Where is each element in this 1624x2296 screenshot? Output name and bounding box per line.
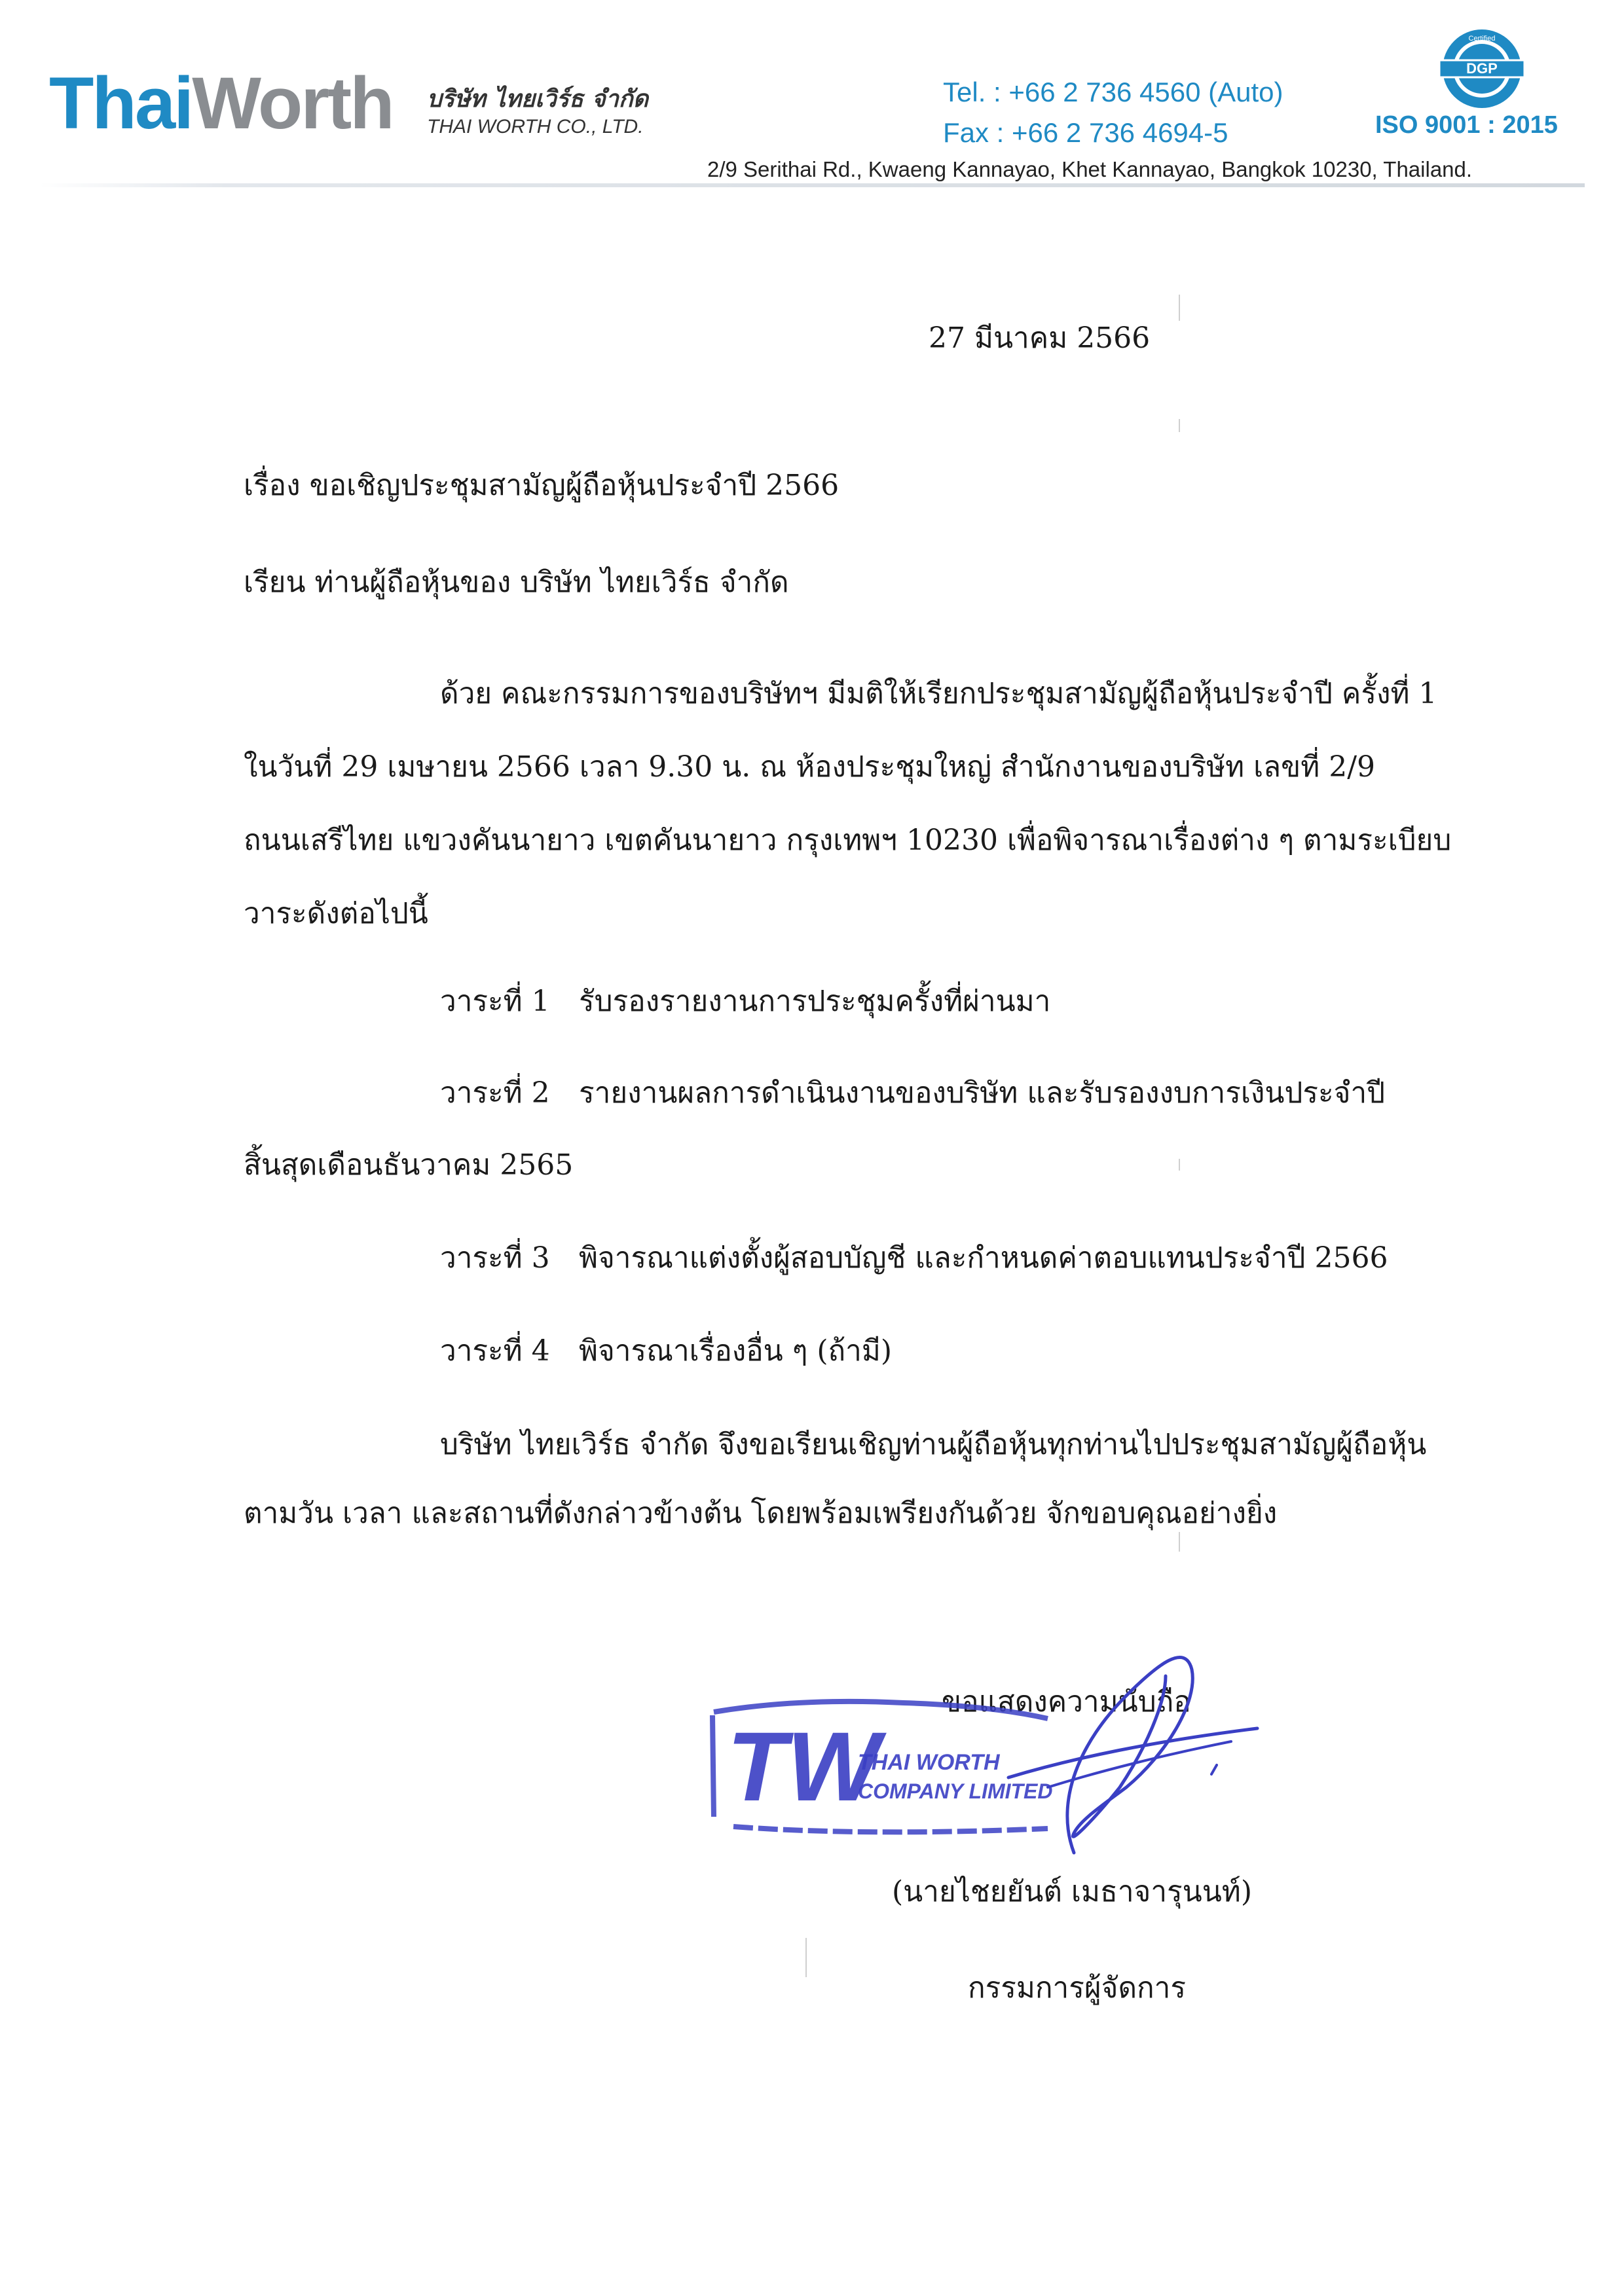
signature-mark: [969, 1624, 1270, 1899]
agenda-label: วาระที่ 1: [440, 985, 550, 1018]
paragraph-line: ในวันที่ 29 เมษายน 2566 เวลา 9.30 น. ณ ห้องประชุมใหญ่ สำนักงานของบริษัท เลขที่ 2/9: [244, 750, 1376, 784]
paragraph-line: ด้วย คณะกรรมการของบริษัทฯ มีมติให้เรียกประชุมสามัญผู้ถือหุ้นประจำปี ครั้งที่ 1: [440, 677, 1437, 710]
agenda-text-continued: สิ้นสุดเดือนธันวาคม 2565: [244, 1148, 574, 1182]
company-name-th: บริษัท ไทยเวิร์ธ จำกัด: [427, 86, 648, 113]
paragraph-line: บริษัท ไทยเวิร์ธ จำกัด จึงขอเรียนเชิญท่านผู้ถือหุ้นทุกท่านไปประชุมสามัญผู้ถือหุ้น: [440, 1428, 1427, 1461]
agenda-text: รายงานผลการดำเนินงานของบริษัท และรับรองงบการเงินประจำปี: [579, 1076, 1386, 1110]
stamp-line-1: THAI WORTH: [858, 1750, 1000, 1775]
signer-title: กรรมการผู้จัดการ: [968, 1971, 1187, 2005]
paragraph-line: ถนนเสรีไทย แขวงคันนายาว เขตคันนายาว กรุงเทพฯ 10230 เพื่อพิจารณาเรื่องต่าง ๆ ตามระเบียบ: [244, 824, 1452, 857]
scan-mark: [1179, 1159, 1180, 1171]
company-address: 2/9 Serithai Rd., Kwaeng Kannayao, Khet Kannayao, Bangkok 10230, Thailand.: [707, 157, 1473, 181]
scan-mark: [1179, 295, 1180, 321]
scan-mark: [805, 1938, 807, 1977]
iso-certification: ISO 9001 : 2015: [1375, 111, 1558, 139]
company-logo: [49, 62, 393, 144]
stamp-initials: TW: [727, 1711, 880, 1821]
agenda-label: วาระที่ 3: [440, 1241, 550, 1275]
fax: Fax : +66 2 736 4694-5: [943, 117, 1228, 148]
header-divider: [39, 183, 1585, 187]
sign-off: ขอแสดงความนับถือ: [942, 1685, 1191, 1719]
logo-thai: Thai: [49, 62, 193, 144]
svg-text:DGP: DGP: [1466, 60, 1498, 77]
agenda-label: วาระที่ 2: [440, 1076, 550, 1110]
signer-name: (นายไชยยันต์ เมธาจารุนนท์): [892, 1875, 1252, 1908]
agenda-text: พิจารณาแต่งตั้งผู้สอบบัญชี และกำหนดค่าตอบแทนประจำปี 2566: [579, 1241, 1388, 1275]
logo-worth: Worth: [192, 62, 393, 144]
stamp-line-2: COMPANY LIMITED: [858, 1779, 1053, 1803]
scan-mark: [1179, 419, 1180, 432]
letter-date: 27 มีนาคม 2566: [929, 321, 1151, 355]
certification-badge-icon: [1433, 26, 1531, 111]
agenda-text: รับรองรายงานการประชุมครั้งที่ผ่านมา: [579, 985, 1051, 1018]
telephone: Tel. : +66 2 736 4560 (Auto): [943, 77, 1283, 107]
agenda-text: พิจารณาเรื่องอื่น ๆ (ถ้ามี): [579, 1334, 893, 1368]
letter-subject: เรื่อง ขอเชิญประชุมสามัญผู้ถือหุ้นประจำปี 2566: [244, 469, 840, 502]
contact-block: [943, 72, 1283, 153]
paragraph-line: วาระดังต่อไปนี้: [244, 897, 428, 930]
letter-recipient: เรียน ท่านผู้ถือหุ้นของ บริษัท ไทยเวิร์ธ จำกัด: [244, 566, 789, 599]
paragraph-line: ตามวัน เวลา และสถานที่ดังกล่าวข้างต้น โดยพร้อมเพรียงกันด้วย จักขอบคุณอย่างยิ่ง: [244, 1497, 1278, 1530]
certified-label: Certified: [1468, 35, 1496, 43]
agenda-label: วาระที่ 4: [440, 1334, 550, 1368]
scan-mark: [1179, 1532, 1180, 1552]
company-name-en: THAI WORTH CO., LTD.: [427, 116, 644, 137]
